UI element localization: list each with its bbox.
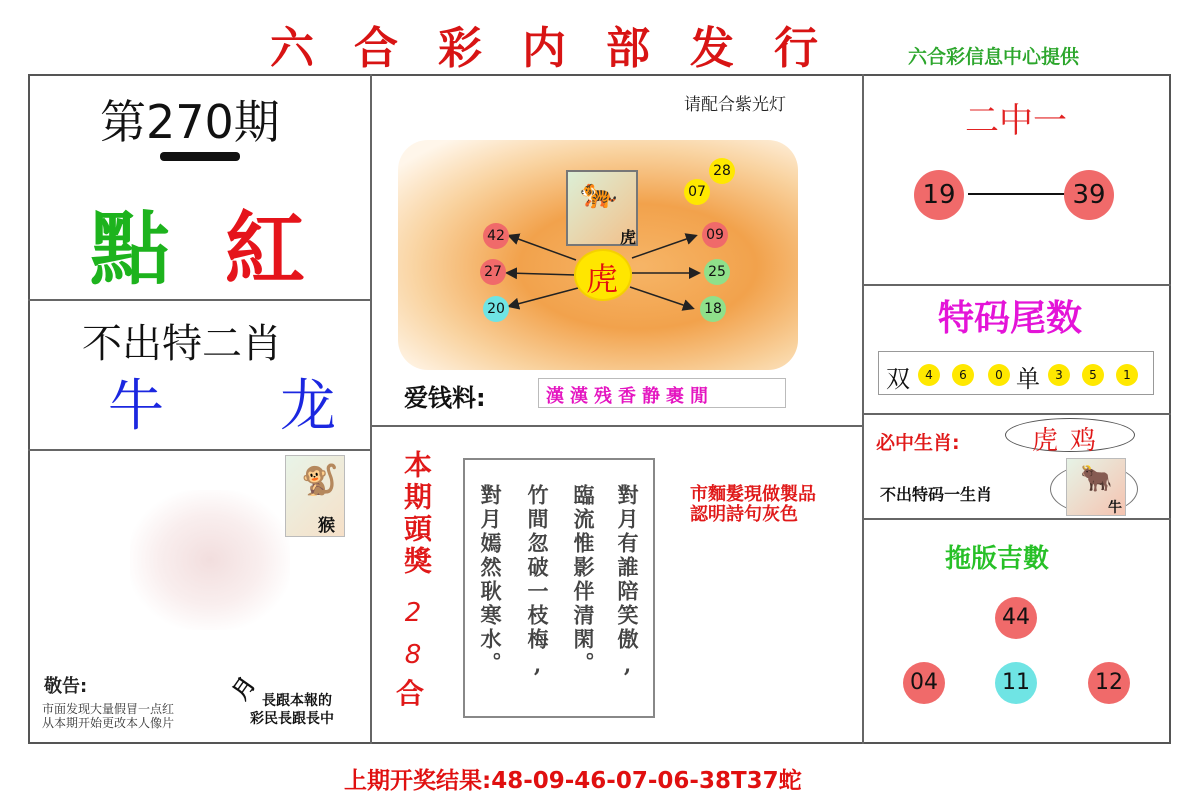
dianhong-char-1: 點 [90, 202, 170, 296]
slogan-line-2: 彩民長跟長中 [250, 711, 334, 727]
poem-line-2: 臨流惟影伴清閑。 [571, 484, 596, 676]
two-in-one-connector [968, 193, 1068, 195]
monkey-label: 猴 [318, 516, 335, 536]
dianhong-char-2: 紅 [225, 202, 305, 296]
tail-single-ball: 1 [1116, 364, 1138, 386]
dragon-number-ball: 20 [483, 296, 509, 322]
issue-underline [160, 152, 240, 161]
lucky-number-ball: 44 [995, 597, 1037, 639]
divider-left-2 [28, 449, 371, 451]
slogan-line-1: 長跟本報的 [262, 693, 332, 709]
lucky-number-ball: 04 [903, 662, 945, 704]
dragon-number-ball: 09 [702, 222, 728, 248]
no-two-zodiac-1: 牛 [108, 374, 164, 439]
no-special-zodiac-label: 不出特码一生肖 [880, 485, 993, 504]
tail-single-ball: 3 [1048, 364, 1070, 386]
uv-light-note: 请配合紫光灯 [684, 95, 786, 115]
tail-double-ball: 6 [952, 364, 974, 386]
must-zodiac-label: 必中生肖: [876, 432, 960, 454]
ox-icon: 🐂 [1080, 464, 1113, 494]
dragon-number-ball: 27 [480, 259, 506, 285]
signature: 月 [228, 672, 262, 705]
last-result: 上期开奖结果:48-09-46-07-06-38T37蛇 [344, 768, 802, 794]
notice-line-1: 市面发现大量假冒一点红 [42, 702, 175, 716]
lucky-number-ball: 12 [1088, 662, 1130, 704]
tail-double-label: 双 [886, 365, 910, 393]
lucky-numbers-title: 拖版吉數 [945, 544, 1050, 574]
dragon-number-ball: 42 [483, 223, 509, 249]
dragon-number-ball: 07 [684, 179, 710, 205]
divider-right-1 [862, 284, 1171, 286]
portrait-photo [130, 490, 290, 630]
divider-right-3 [862, 518, 1171, 520]
provider-text: 六合彩信息中心提供 [908, 46, 1080, 68]
first-prize-suffix: 合 [396, 677, 425, 710]
divider-right [862, 74, 864, 744]
riddle-line-1: 市麵髮現做製品 [690, 484, 816, 505]
ox-label: 牛 [1108, 500, 1122, 516]
riddle-line-2: 認明詩句灰色 [690, 504, 798, 525]
divider-left-1 [28, 299, 371, 301]
monkey-icon: 🐒 [301, 463, 339, 498]
no-two-zodiac-label: 不出特二肖 [82, 321, 282, 367]
tail-double-ball: 0 [988, 364, 1010, 386]
poem-line-1: 對月有誰陪笑傲, [615, 484, 640, 680]
tiger-center-label: 虎 [586, 260, 619, 298]
dragon-number-ball: 25 [704, 259, 730, 285]
tail-double-ball: 4 [918, 364, 940, 386]
two-in-one-title: 二中一 [965, 101, 1067, 141]
two-in-one-ball: 39 [1064, 170, 1114, 220]
notice-line-2: 从本期开始更改本人像片 [42, 716, 175, 730]
lucky-number-ball: 11 [995, 662, 1037, 704]
divider-mid [370, 425, 863, 427]
notice-title: 敬告: [44, 676, 88, 697]
first-prize-number: 28 [398, 598, 428, 682]
main-title: 六合彩内部发行 [270, 23, 858, 74]
money-label: 爱钱料: [404, 384, 486, 412]
divider-right-2 [862, 413, 1171, 415]
tail-single-label: 单 [1016, 365, 1040, 393]
tail-single-ball: 5 [1082, 364, 1104, 386]
poem-line-4: 對月嫣然耿寒水。 [478, 484, 503, 676]
money-value: 漢漢残香静裹閒 [546, 386, 714, 407]
dragon-number-ball: 28 [709, 158, 735, 184]
no-two-zodiac-2: 龙 [280, 374, 336, 439]
must-zodiac-value: 虎鸡 [1032, 426, 1109, 456]
tiger-card-label: 虎 [620, 228, 637, 247]
first-prize-title: 本期頭獎 [400, 450, 433, 578]
tiger-icon: 🐅 [580, 176, 618, 211]
divider-left [370, 74, 372, 744]
dragon-number-ball: 18 [700, 296, 726, 322]
tail-title: 特码尾数 [938, 298, 1083, 339]
poem-line-3: 竹間忽破一枝梅, [525, 484, 550, 680]
two-in-one-ball: 19 [914, 170, 964, 220]
issue-number: 第270期 [100, 95, 280, 149]
